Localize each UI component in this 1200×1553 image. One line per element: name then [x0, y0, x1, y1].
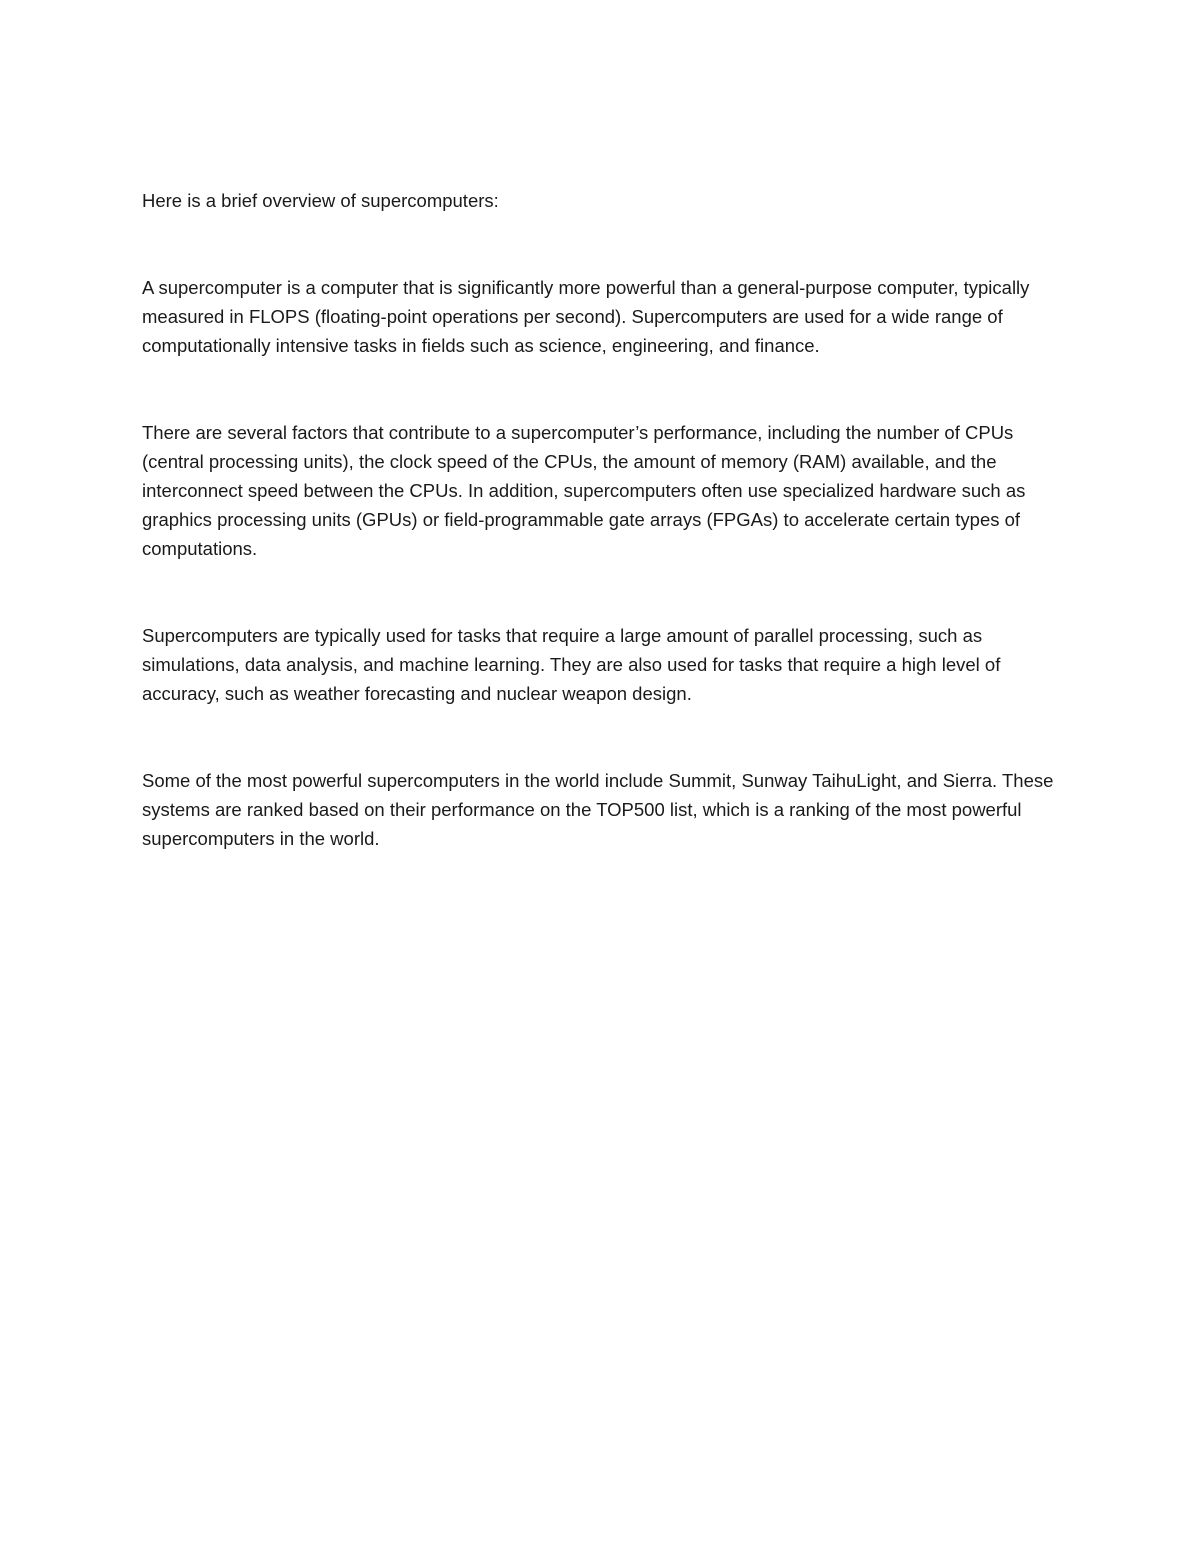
paragraph-definition: A supercomputer is a computer that is significantly more powerful than a general-purpose computer, typically measured in FLOPS (floating-point operations per second). Supercomputers are used for a wide range of computationally intensive tasks in fields such as science, engineering, and finance. — [142, 277, 1030, 356]
paragraph-performance-factors: There are several factors that contribute to a supercomputer’s performance, including the number of CPUs (central processing units), the clock speed of the CPUs, the amount of memory (RAM) available, and the interconnect speed between the CPUs. In addition, supercomputers often use specialized hardware such as graphics processing units (GPUs) or field-programmable gate arrays (FPGAs) to accelerate certain types of computations. — [142, 422, 1026, 559]
paragraph-uses: Supercomputers are typically used for tasks that require a large amount of parallel processing, such as simulations, data analysis, and machine learning. They are also used for tasks that require a high level of accuracy, such as weather forecasting and nuclear weapon design. — [142, 625, 1001, 704]
document-body — [142, 186, 1062, 853]
paragraph-top-systems: Some of the most powerful supercomputers in the world include Summit, Sunway TaihuLight, and Sierra. These systems are ranked based on their performance on the TOP500 list, which is a ranking of the most powerful supercomputers in the world. — [142, 770, 1054, 849]
intro-line: Here is a brief overview of supercomputers: — [142, 190, 499, 211]
